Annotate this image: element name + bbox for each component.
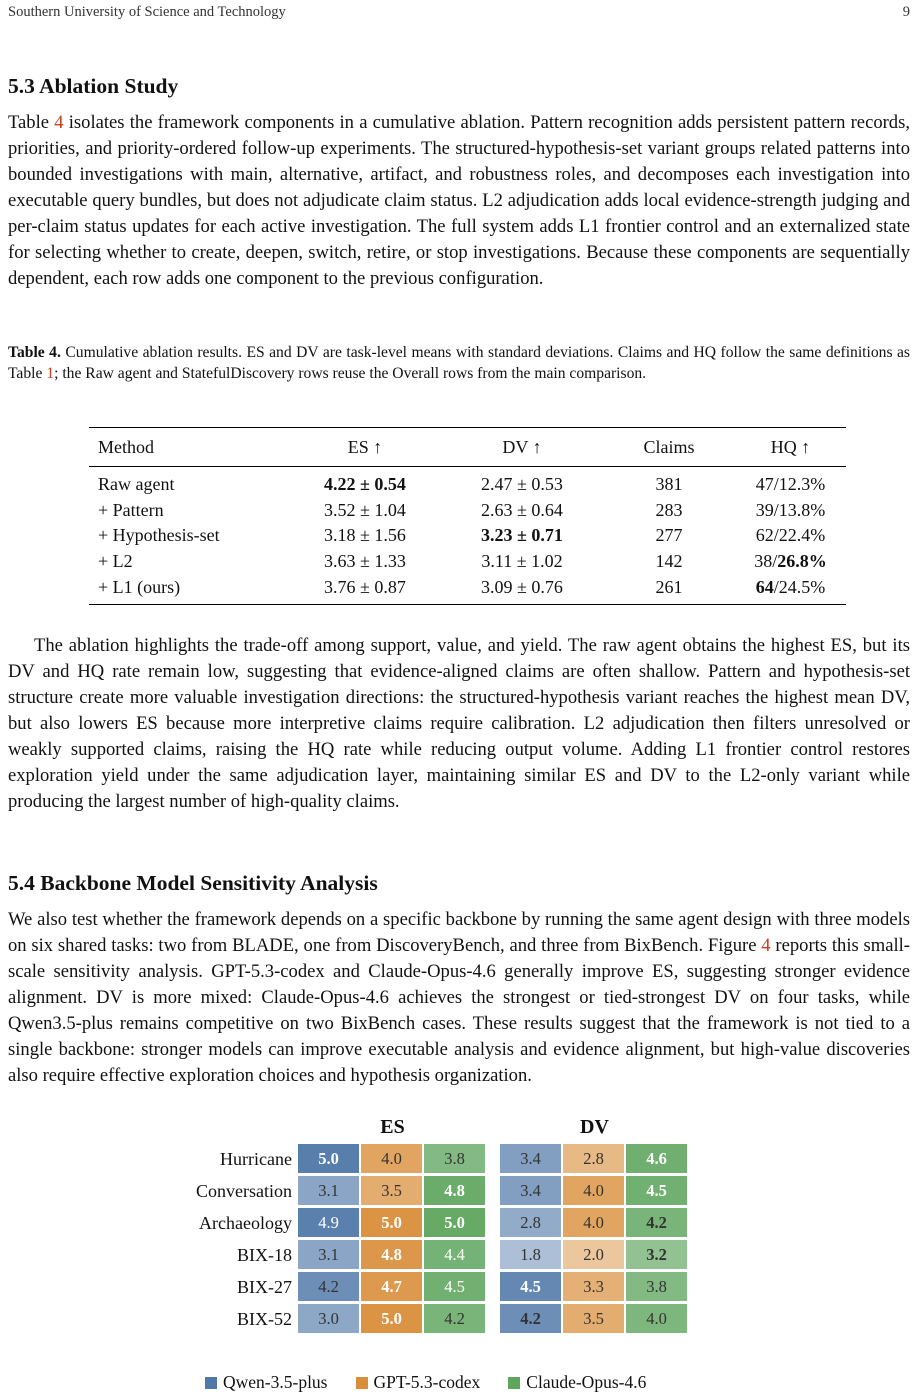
- cell-dv-text: 3.23 ± 0.71: [481, 525, 563, 546]
- cell-hq: [735, 467, 846, 498]
- heatmap-cell-es: 5.0: [424, 1208, 485, 1237]
- hq-separator: /: [773, 576, 779, 597]
- hq-count: 38: [754, 551, 773, 572]
- cell-es: [289, 549, 441, 575]
- heatmap-cell-dv: 3.4: [500, 1176, 561, 1205]
- heatmap-cell-es: 3.1: [298, 1240, 359, 1269]
- hq-rate: 26.8%: [777, 551, 827, 572]
- cell-dv-text: 3.11 ± 1.02: [481, 551, 563, 572]
- hq-count: 62: [755, 525, 774, 546]
- cell-hq: [735, 574, 846, 604]
- cell-claims: [603, 549, 735, 575]
- table-row: [89, 574, 846, 604]
- table-row: [89, 549, 846, 575]
- heatmap-row-label: Hurricane: [220, 1149, 292, 1169]
- cell-es: [289, 523, 441, 549]
- heatmap-cell-es: 5.0: [298, 1144, 359, 1173]
- hq-rate: 12.3%: [778, 474, 826, 495]
- hq-rate: 24.5%: [778, 576, 826, 597]
- cell-method-text: + Hypothesis-set: [98, 525, 220, 546]
- text: ; the Raw agent and StatefulDiscovery rows reuse the Overall rows from the main comparison.: [54, 365, 647, 382]
- heatmap-cell-es: 4.8: [424, 1176, 485, 1205]
- heatmap-cell-es: 4.2: [298, 1272, 359, 1301]
- legend-item-gpt: [356, 1372, 481, 1393]
- legend-label-gpt: GPT-5.3-codex: [373, 1372, 481, 1392]
- heatmap-cell-dv: 2.0: [563, 1240, 624, 1269]
- cell-dv: [441, 549, 603, 575]
- running-header: [8, 4, 910, 24]
- ablation-discussion-paragraph: The ablation highlights the trade-off among support, value, and yield. The raw agent obtains the highest ES, but its DV and HQ rate remain low, suggesting that evidence-aligned claims are often shallow. Pattern and hypothesis-set structure create more valuable investigation directions: the structured-hypothesis variant reaches the highest mean DV, but also lowers ES because more interpretive claims require calibration. L2 adjudication then filters unresolved or weakly supported claims, raising the HQ rate while reducing output volume. Adding L1 frontier control restores exploration yield under the same adjudication layer, maintaining similar ES and DV to the L2-only variant while producing the largest number of high-quality claims.: [8, 635, 910, 812]
- hq-separator: /: [772, 551, 778, 572]
- heatmap-cell-dv: 4.0: [626, 1304, 687, 1333]
- table-caption: [8, 342, 910, 384]
- heatmap-cell-es: 3.1: [298, 1176, 359, 1205]
- hq-separator: /: [773, 474, 779, 495]
- legend-item-qwen: [205, 1372, 328, 1393]
- cell-method-text: + L1 (ours): [98, 576, 181, 597]
- cell-dv-text: 2.63 ± 0.64: [481, 499, 563, 520]
- cell-dv: [441, 523, 603, 549]
- cell-method-text: + L2: [98, 551, 133, 572]
- text: isolates the framework components in a cumulative ablation. Pattern recognition adds persistent pattern records, priorities, and priority-ordered follow-up experiments. The structured-hypothesis-set variant groups related patterns into bounded investigations with main, alternative, artifact, and robustness roles, and decomposes each investigation into executable query bundles, but does not adjudicate claim status. L2 adjudication adds local evidence-strength judging and per-claim status updates for each active investigation. The full system adds L1 frontier control and an externalized state for selecting whether to create, deepen, switch, retire, or stop investigations. Because these components are sequentially dependent, each row adds one component to the previous configuration.: [8, 112, 910, 289]
- col-header-es: ES ↑: [289, 428, 441, 467]
- heatmap-row-label: BIX-52: [237, 1309, 292, 1329]
- cell-es-text: 3.18 ± 1.56: [324, 525, 406, 546]
- text: reports this small-scale sensitivity analysis. GPT-5.3-codex and Claude-Opus-4.6 generally improve ES, suggesting stronger evidence alignment. DV is more mixed: Claude-Opus-4.6 achieves the strongest or tied-strongest DV on four tasks, while Qwen3.5-plus remains competitive on two BixBench cases. These results suggest that the framework is not tied to a single backbone: stronger models can improve executable analysis and evidence alignment, but high-value discoveries also require effective exploration choices and hypothesis organization.: [8, 935, 911, 1086]
- cell-dv-text: 2.47 ± 0.53: [481, 474, 563, 495]
- heatmap-cell-dv: 3.8: [626, 1272, 687, 1301]
- hq-rate: 22.4%: [778, 525, 826, 546]
- cell-method: [89, 574, 289, 604]
- hq-separator: /: [773, 525, 779, 546]
- cell-es: [289, 498, 441, 524]
- cell-es-text: 3.52 ± 1.04: [324, 499, 406, 520]
- text: Cumulative ablation results. ES and DV are task-level means with standard deviations. Claims and HQ follow the same definitions as Table: [8, 344, 910, 382]
- ablation-table: [89, 427, 846, 605]
- ablation-intro-paragraph: [8, 110, 910, 292]
- header-affiliation: Southern University of Science and Technology: [8, 4, 286, 20]
- legend-swatch-qwen: [205, 1377, 217, 1389]
- cell-es: [289, 574, 441, 604]
- hq-separator: /: [773, 499, 779, 520]
- cell-es: [289, 467, 441, 498]
- heatmap-cell-dv: 3.4: [500, 1144, 561, 1173]
- table-ref-link[interactable]: 4: [54, 112, 64, 133]
- cell-method: [89, 523, 289, 549]
- table-row: [89, 523, 846, 549]
- heatmap-cell-dv: 4.0: [563, 1176, 624, 1205]
- col-header-method: Method: [89, 428, 289, 467]
- heatmap-cell-es: 3.5: [361, 1176, 422, 1205]
- col-header-claims: Claims: [603, 428, 735, 467]
- heatmap-cell-es: 5.0: [361, 1304, 422, 1333]
- cell-hq: [735, 523, 846, 549]
- hq-count: 47: [755, 474, 774, 495]
- heatmap-cell-es: 5.0: [361, 1208, 422, 1237]
- heatmap-row-label: Conversation: [196, 1181, 292, 1201]
- text: Table: [8, 112, 55, 133]
- cell-es-text: 3.63 ± 1.33: [324, 551, 406, 572]
- heatmap-cell-dv: 3.3: [563, 1272, 624, 1301]
- cell-method: [89, 498, 289, 524]
- heatmap-cell-dv: 4.2: [626, 1208, 687, 1237]
- section-title-backbone: 5.4 Backbone Model Sensitivity Analysis: [8, 871, 378, 895]
- cell-claims-text: 283: [655, 499, 683, 520]
- cell-dv: [441, 467, 603, 498]
- cell-claims-text: 381: [655, 474, 683, 495]
- heatmap-cell-es: 4.5: [424, 1272, 485, 1301]
- col-header-dv: DV ↑: [441, 428, 603, 467]
- heatmap-cell-es: 3.0: [298, 1304, 359, 1333]
- section-title-ablation: 5.3 Ablation Study: [8, 74, 179, 98]
- heatmap-cell-es: 4.0: [361, 1144, 422, 1173]
- cell-claims: [603, 574, 735, 604]
- table-ref-link[interactable]: 1: [46, 365, 55, 382]
- heatmap-cell-es: 4.2: [424, 1304, 485, 1333]
- cell-dv: [441, 498, 603, 524]
- heatmap-row-label: BIX-27: [237, 1277, 292, 1297]
- heatmap-row-label: Archaeology: [199, 1213, 292, 1233]
- heatmap-cell-dv: 4.2: [500, 1304, 561, 1333]
- text: We also test whether the framework depends on a specific backbone by running the same agent design with three models on six shared tasks: two from BLADE, one from DiscoveryBench, and three from BixBench. Figure: [8, 909, 910, 956]
- hq-count: 64: [755, 576, 774, 597]
- cell-hq: [735, 549, 846, 575]
- page-number: 9: [902, 4, 910, 20]
- cell-claims-text: 142: [655, 551, 683, 572]
- legend-swatch-claude: [508, 1377, 520, 1389]
- heatmap-cell-dv: 3.5: [563, 1304, 624, 1333]
- heatmap-cell-dv: 4.0: [563, 1208, 624, 1237]
- legend-item-claude: [508, 1372, 646, 1393]
- cell-claims: [603, 498, 735, 524]
- heatmap-cell-dv: 2.8: [500, 1208, 561, 1237]
- heatmap-cell-es: 4.4: [424, 1240, 485, 1269]
- cell-method: [89, 467, 289, 498]
- caption-label: Table 4.: [8, 344, 61, 361]
- hq-rate: 13.8%: [778, 499, 826, 520]
- cell-claims: [603, 467, 735, 498]
- table-row: [89, 498, 846, 524]
- backbone-paragraph: [8, 907, 910, 1089]
- hq-count: 39: [755, 499, 774, 520]
- heatmap-cell-es: 4.9: [298, 1208, 359, 1237]
- heatmap-cell-dv: 1.8: [500, 1240, 561, 1269]
- cell-method-text: Raw agent: [98, 474, 175, 495]
- heatmap-cell-es: 3.8: [424, 1144, 485, 1173]
- heatmap-legend: [205, 1372, 646, 1393]
- heatmap-cell-es: 4.8: [361, 1240, 422, 1269]
- legend-label-qwen: Qwen-3.5-plus: [223, 1372, 328, 1392]
- heatmap-cell-dv: 3.2: [626, 1240, 687, 1269]
- table-row: [89, 467, 846, 498]
- heatmap-row-label: BIX-18: [237, 1245, 292, 1265]
- cell-es-text: 3.76 ± 0.87: [324, 576, 406, 597]
- heatmap-title-es: ES: [380, 1116, 405, 1138]
- heatmap-cell-dv: 4.5: [500, 1272, 561, 1301]
- heatmap-title-dv: DV: [580, 1116, 609, 1138]
- cell-method: [89, 549, 289, 575]
- cell-claims-text: 261: [655, 576, 683, 597]
- cell-es-text: 4.22 ± 0.54: [324, 474, 406, 495]
- legend-label-claude: Claude-Opus-4.6: [526, 1372, 647, 1392]
- cell-dv-text: 3.09 ± 0.76: [481, 576, 563, 597]
- heatmap-cell-dv: 2.8: [563, 1144, 624, 1173]
- cell-hq: [735, 498, 846, 524]
- cell-dv: [441, 574, 603, 604]
- col-header-hq: HQ ↑: [735, 428, 846, 467]
- heatmap-cell-es: 4.7: [361, 1272, 422, 1301]
- cell-claims-text: 277: [655, 525, 683, 546]
- ablation-table-body: [89, 467, 846, 605]
- heatmap-cell-dv: 4.5: [626, 1176, 687, 1205]
- figure-ref-link[interactable]: 4: [761, 935, 771, 956]
- legend-swatch-gpt: [356, 1377, 368, 1389]
- cell-claims: [603, 523, 735, 549]
- heatmap-cell-dv: 4.6: [626, 1144, 687, 1173]
- cell-method-text: + Pattern: [98, 499, 164, 520]
